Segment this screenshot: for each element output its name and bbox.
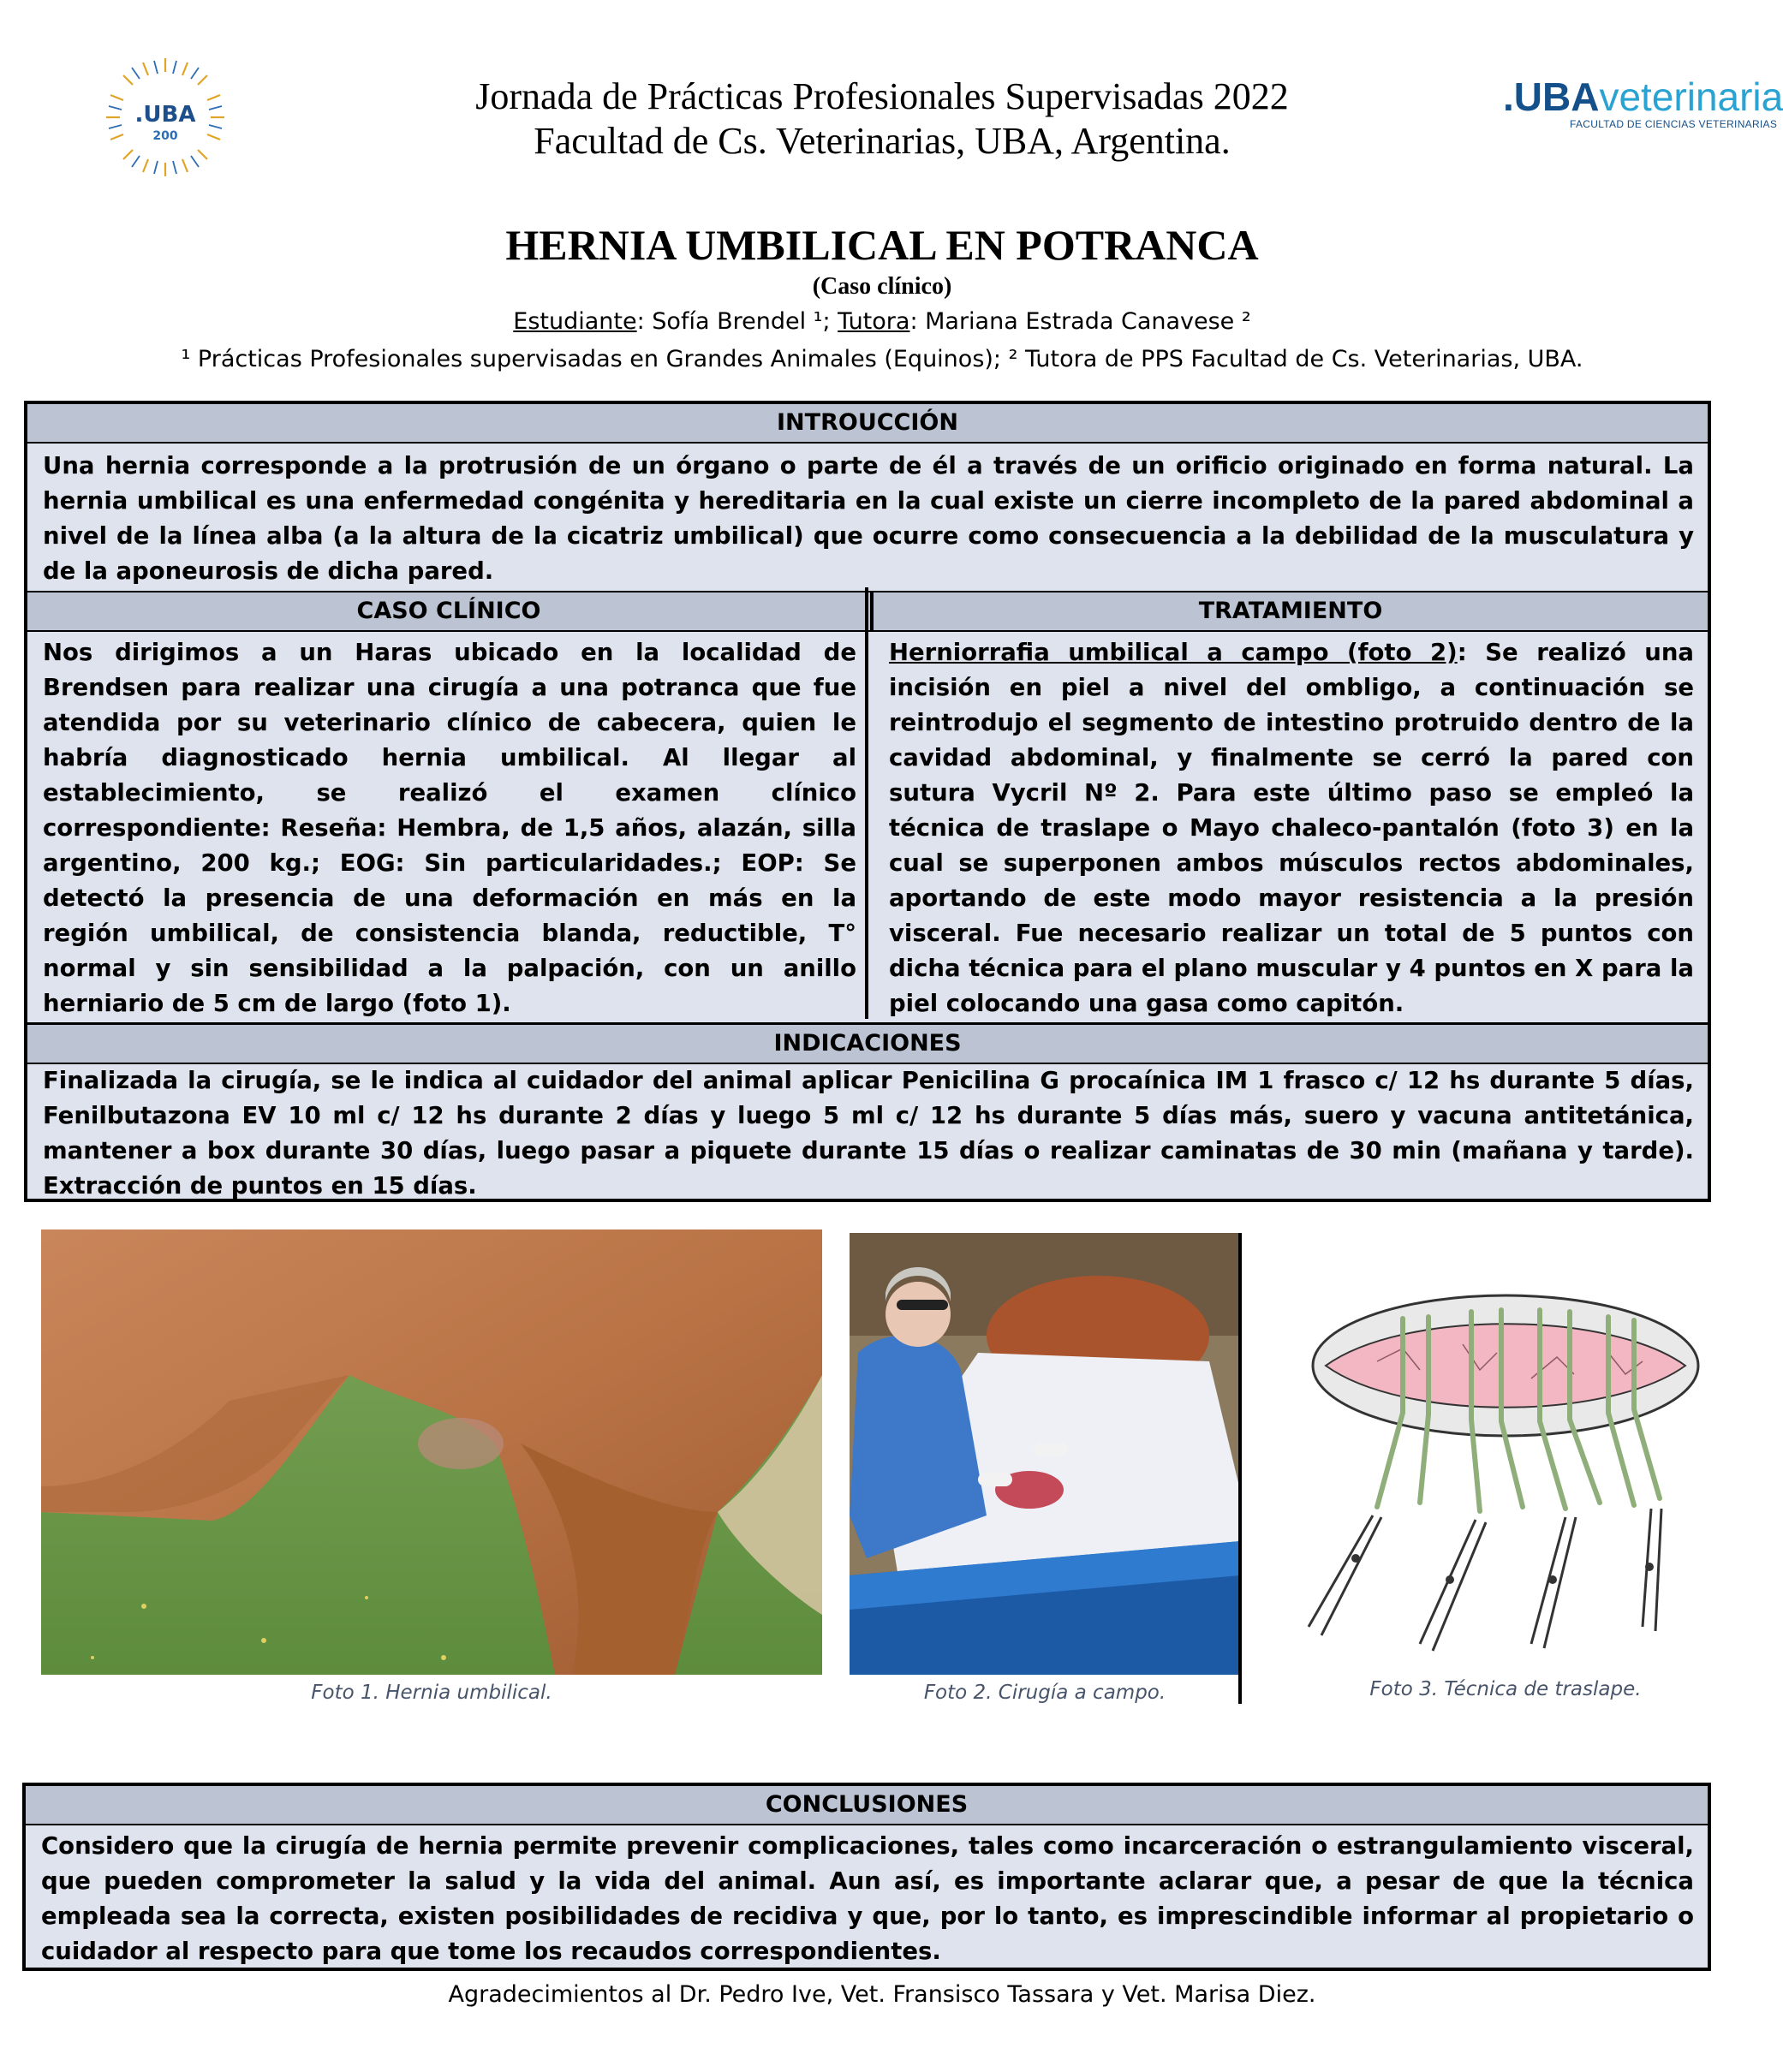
student-name: : Sofía Brendel ¹; — [636, 308, 838, 335]
header-event-title: Jornada de Prácticas Profesionales Supervisadas 2022 — [475, 75, 1289, 117]
photo2-border — [1238, 1233, 1242, 1704]
caption-photo-2: Foto 2. Cirugía a campo. — [923, 1682, 1166, 1704]
uba-200-logo — [101, 53, 230, 182]
caption-photo-1: Foto 1. Hernia umbilical. — [311, 1682, 552, 1704]
intro-text: Una hernia corresponde a la protrusión de un órgano o parte de él a través de un orificio originado en forma natural. La hernia umbilical es una enfermedad congénita y hereditaria en la cual existe un cierre incompleto de la pared abdominal a nivel de la línea alba (a la altura de la cicatriz umbilical) que ocurre como consecuencia a la debilidad de la musculatura y de la aponeurosis de dicha pared. — [43, 452, 1694, 585]
authors-line — [86, 307, 1679, 337]
photo-tecnica-traslape — [1274, 1284, 1737, 1678]
acknowledgements: Agradecimientos al Dr. Pedro Ive, Vet. Fransisco Tassara y Vet. Marisa Diez. — [448, 1981, 1316, 2008]
tutor-label: Tutora — [838, 308, 910, 335]
caption-photo-3: Foto 3. Técnica de traslape. — [1369, 1678, 1642, 1700]
uba-veterinaria-brand — [1503, 74, 1783, 119]
intro-heading: INTROUCCIÓN — [27, 404, 1708, 444]
uba-logo-text: .UBA — [134, 102, 196, 128]
brand-subtitle: FACULTAD DE CIENCIAS VETERINARIAS — [1570, 118, 1778, 130]
photo-hernia-umbilical — [41, 1230, 822, 1675]
conclusiones-text: Considero que la cirugía de hernia permite prevenir complicaciones, tales como incarceración o estrangulamiento visceral, que pueden comprometer la salud y la vida del animal. Aun así, es importante aclarar que, a pesar de que la técnica empleada sea la correcta, existen posibilidades de recidiva y que, por lo tanto, es imprescindible informar al propietario o cuidador al respecto para que tome los recaudos correspondientes. — [41, 1832, 1694, 1965]
conclusiones-heading: CONCLUSIONES — [26, 1786, 1708, 1825]
uba-veterinaria-logo — [1503, 74, 1783, 130]
affiliation-line: ¹ Prácticas Profesionales supervisadas en Grandes Animales (Equinos); ² Tutora de PPS Facultad de Cs. Veterinarias, UBA. — [181, 346, 1583, 372]
indicaciones-heading: INDICACIONES — [27, 1022, 1708, 1064]
brand-veterinaria: veterinaria — [1599, 74, 1783, 119]
caso-clinico-text: Nos dirigimos a un Haras ubicado en la localidad de Brendsen para realizar una cirugía a una potranca que fue atendida por su veterinario clínico de cabecera, quien le habría diagnosticado hernia umbilical. Al llegar al establecimiento, se realizó el examen clínico correspondiente: Reseña: Hembra, de 1,5 años, alazán, silla argentino, 200 kg.; EOG: Sin particularidades.; EOP: Se detectó la presencia de una deformación en más en la región umbilical, de consistencia blanda, reductible, T° normal y sin sensibilidad a la palpación, con un anillo herniario de 5 cm de largo (foto 1). — [43, 639, 856, 1017]
tutor-name: : Mariana Estrada Canavese ² — [909, 308, 1251, 335]
tratamiento-lead: Herniorrafia umbilical a campo (foto 2) — [889, 639, 1458, 666]
column-divider — [865, 587, 868, 1019]
poster-subtitle: (Caso clínico) — [812, 273, 952, 300]
caso-clinico-heading: CASO CLÍNICO — [27, 591, 874, 632]
poster-title: HERNIA UMBILICAL EN POTRANCA — [505, 221, 1259, 269]
tratamiento-heading: TRATAMIENTO — [874, 591, 1708, 632]
brand-uba: .UBA — [1503, 74, 1600, 119]
student-label: Estudiante — [513, 308, 637, 335]
photo-cirugia-campo — [850, 1233, 1240, 1675]
tratamiento-text — [889, 635, 1694, 1021]
conclusions-box — [22, 1783, 1711, 1971]
indicaciones-text: Finalizada la cirugía, se le indica al cuidador del animal aplicar Penicilina G procaínica IM 1 frasco c/ 12 hs durante 5 días, Fenilbutazona EV 10 ml c/ 12 hs durante 2 días y luego 5 ml c/ 12 hs durante 5 días más, suero y vacuna antitetánica, mantener a box durante 30 días, luego pasar a piquete durante 15 días o realizar caminatas de 30 min (mañana y tarde). Extracción de puntos en 15 días. — [43, 1067, 1694, 1200]
header-faculty: Facultad de Cs. Veterinarias, UBA, Argentina. — [534, 120, 1231, 162]
tratamiento-body: : Se realizó una incisión en piel a nivel del ombligo, a continuación se reintrodujo el segmento de intestino protruido dentro de la cavidad abdominal, y finalmente se cerró la pared con sutura Vycril Nº 2. Para este último paso se empleó la técnica de traslape o Mayo chaleco-pantalón (foto 3) en la cual se superponen ambos músculos rectos abdominales, aportando de este modo mayor resistencia a la presión visceral. Fue necesario realizar un total de 5 puntos con dicha técnica para el plano muscular y 4 puntos en X para la piel colocando una gasa como capitón. — [889, 639, 1694, 1017]
uba-logo-year: 200 — [152, 129, 178, 143]
